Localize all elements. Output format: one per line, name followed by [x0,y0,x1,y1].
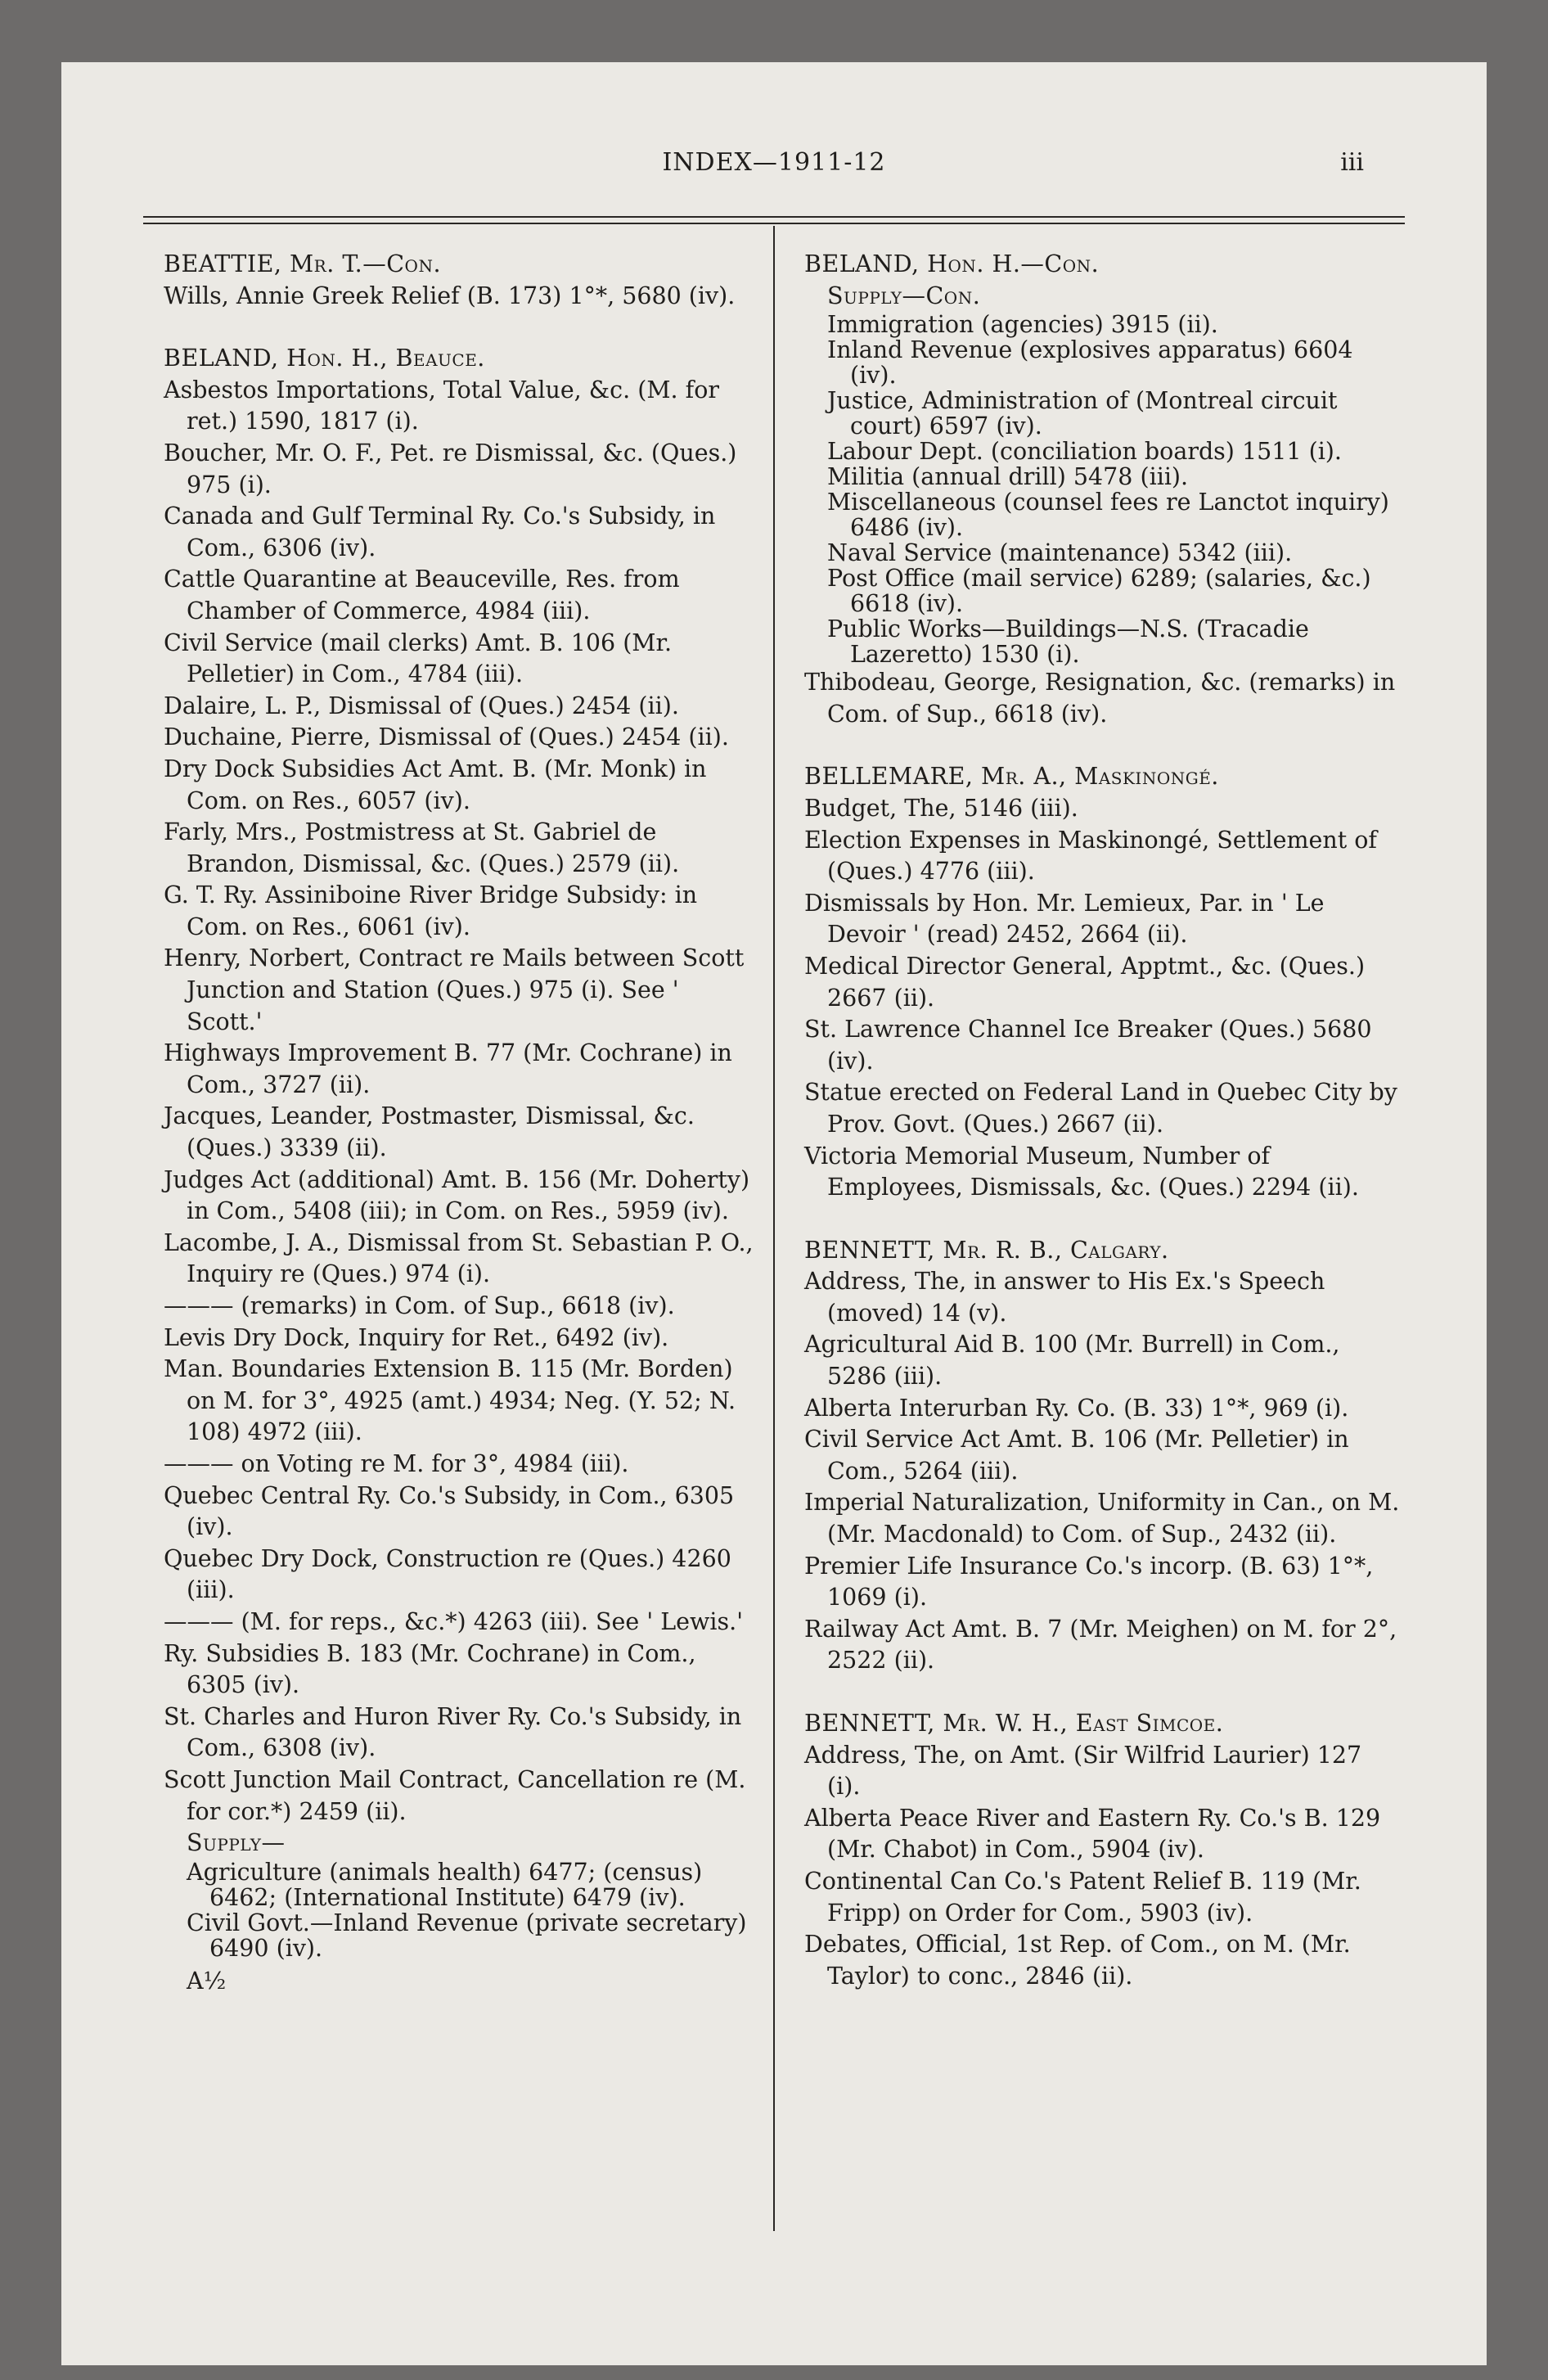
index-page [61,62,1487,2365]
index-subentry: Militia (annual drill) 5478 (iii). [827,463,1189,491]
column-divider [773,226,775,2231]
index-entry: Judges Act (additional) Amt. B. 156 (Mr. Doherty) in Com., 5408 (iii); in Com. on Res., 5959 (iv). [164,1165,750,1225]
index-entry: Levis Dry Dock, Inquiry for Ret., 6492 (iv). [164,1323,669,1351]
index-entry: Debates, Official, 1st Rep. of Com., on M. (Mr. Taylor) to conc., 2846 (ii). [804,1931,1351,1990]
index-heading: BEATTIE, Mr. T.—Con. [164,250,442,277]
index-subentry: Immigration (agencies) 3915 (ii). [827,311,1218,339]
index-entry: Dismissals by Hon. Mr. Lemieux, Par. in ' Le Devoir ' (read) 2452, 2664 (ii). [804,889,1325,949]
page-number: iii [1340,148,1364,177]
index-entry: Man. Boundaries Extension B. 115 (Mr. Borden) on M. for 3°, 4925 (amt.) 4934; Neg. (Y. 52; N. 108) 4972 (iii). [164,1355,736,1446]
index-entry: St. Charles and Huron River Ry. Co.'s Subsidy, in Com., 6308 (iv). [164,1702,742,1762]
right-column [804,249,1402,1992]
header-rule-bottom [143,223,1405,224]
index-entry: Victoria Memorial Museum, Number of Employees, Dismissals, &c. (Ques.) 2294 (ii). [804,1142,1359,1201]
index-entry: Dalaire, L. P., Dismissal of (Ques.) 2454 (ii). [164,692,679,719]
index-entry: Alberta Peace River and Eastern Ry. Co.'s B. 129 (Mr. Chabot) in Com., 5904 (iv). [804,1804,1381,1864]
index-entry: Cattle Quarantine at Beauceville, Res. from Chamber of Commerce, 4984 (iii). [164,566,680,624]
index-entry: ——— on Voting re M. for 3°, 4984 (iii). [164,1449,629,1477]
index-entry: Asbestos Importations, Total Value, &c. (M. for ret.) 1590, 1817 (i). [164,376,720,435]
index-subentry: Naval Service (maintenance) 5342 (iii). [827,539,1293,567]
index-entry: Jacques, Leander, Postmaster, Dismissal, &c. (Ques.) 3339 (ii). [164,1102,695,1162]
index-subentry: Agriculture (animals health) 6477; (census) 6462; (International Institute) 6479 (iv). [187,1858,703,1911]
section-spacer [164,312,761,343]
index-entry: G. T. Ry. Assiniboine River Bridge Subsidy: in Com. on Res., 6061 (iv). [164,881,698,940]
index-entry: Address, The, in answer to His Ex.'s Speech (moved) 14 (v). [804,1268,1325,1327]
index-heading: BENNETT, Mr. W. H., East Simcoe. [804,1710,1224,1737]
index-subentry: Labour Dept. (conciliation boards) 1511 (i). [827,438,1342,466]
index-entry: Scott Junction Mail Contract, Cancellation re (M. for cor.*) 2459 (ii). [164,1765,746,1825]
index-entry: Premier Life Insurance Co.'s incorp. (B. 63) 1°*, 1069 (i). [804,1552,1374,1611]
index-subentry: Miscellaneous (counsel fees re Lanctot inquiry) 6486 (iv). [827,489,1389,542]
left-column [164,249,761,1997]
index-entry: Wills, Annie Greek Relief (B. 173) 1°*, 5680 (iv). [164,282,736,309]
index-subheading: Supply— [187,1829,286,1857]
index-entry: St. Lawrence Channel Ice Breaker (Ques.) 5680 (iv). [804,1016,1372,1075]
index-entry: Lacombe, J. A., Dismissal from St. Sebastian P. O., Inquiry re (Ques.) 974 (i). [164,1228,754,1288]
index-heading: BELAND, Hon. H., Beauce. [164,345,485,372]
section-spacer [804,1677,1402,1708]
index-subentry: Civil Govt.—Inland Revenue (private secretary) 6490 (iv). [187,1909,747,1962]
index-entry: Ry. Subsidies B. 183 (Mr. Cochrane) in Com., 6305 (iv). [164,1639,696,1699]
index-entry: ——— (M. for reps., &c.*) 4263 (iii). See ' Lewis.' [164,1607,744,1635]
index-subentry: Inland Revenue (explosives apparatus) 6604 (iv). [827,336,1353,390]
index-entry: Quebec Central Ry. Co.'s Subsidy, in Com., 6305 (iv). [164,1481,735,1541]
index-entry: Dry Dock Subsidies Act Amt. B. (Mr. Monk) in Com. on Res., 6057 (iv). [164,755,707,814]
index-entry: Canada and Gulf Terminal Ry. Co.'s Subsidy, in Com., 6306 (iv). [164,503,716,561]
index-subentry: Justice, Administration of (Montreal circuit court) 6597 (iv). [827,387,1338,440]
index-heading: BENNETT, Mr. R. B., Calgary. [804,1236,1169,1264]
section-spacer [804,1204,1402,1235]
index-entry: Agricultural Aid B. 100 (Mr. Burrell) in Com., 5286 (iii). [804,1331,1340,1391]
index-entry: Highways Improvement B. 77 (Mr. Cochrane) in Com., 3727 (ii). [164,1039,732,1098]
index-heading: BELLEMARE, Mr. A., Maskinongé. [804,763,1219,791]
index-entry: Duchaine, Pierre, Dismissal of (Ques.) 2454 (ii). [164,723,729,751]
index-entry: Election Expenses in Maskinongé, Settlement of (Ques.) 4776 (iii). [804,826,1377,886]
section-spacer [804,730,1402,761]
index-entry: ——— (remarks) in Com. of Sup., 6618 (iv). [164,1292,675,1319]
index-entry: Budget, The, 5146 (iii). [804,794,1078,822]
header-rule-top [143,216,1405,218]
index-entry: Medical Director General, Apptmt., &c. (Ques.) 2667 (ii). [804,952,1366,1012]
index-entry: Continental Can Co.'s Patent Relief B. 119 (Mr. Fripp) on Order for Com., 5903 (iv). [804,1867,1361,1927]
page-header [61,148,1487,197]
index-entry: Railway Act Amt. B. 7 (Mr. Meighen) on M. for 2°, 2522 (ii). [804,1615,1397,1675]
signature-mark: A½ [187,1967,227,1995]
index-subentry: Public Works—Buildings—N.S. (Tracadie Lazeretto) 1530 (i). [827,615,1309,669]
index-subheading: Supply—Con. [827,282,981,309]
index-subentry: Post Office (mail service) 6289; (salaries, &c.) 6618 (iv). [827,565,1371,618]
index-entry: Address, The, on Amt. (Sir Wilfrid Laurier) 127 (i). [804,1741,1362,1801]
index-entry: Thibodeau, George, Resignation, &c. (remarks) in Com. of Sup., 6618 (iv). [804,669,1396,728]
index-entry: Quebec Dry Dock, Construction re (Ques.) 4260 (iii). [164,1544,731,1604]
index-entry: Boucher, Mr. O. F., Pet. re Dismissal, &c. (Ques.) 975 (i). [164,439,737,498]
index-heading: BELAND, Hon. H.—Con. [804,250,1100,277]
index-entry: Imperial Naturalization, Uniformity in Can., on M. (Mr. Macdonald) to Com. of Sup., 2432 (ii). [804,1489,1400,1548]
index-entry: Civil Service Act Amt. B. 106 (Mr. Pelletier) in Com., 5264 (iii). [804,1426,1349,1485]
index-entry: Alberta Interurban Ry. Co. (B. 33) 1°*, 969 (i). [804,1394,1349,1422]
index-entry: Civil Service (mail clerks) Amt. B. 106 (Mr. Pelletier) in Com., 4784 (iii). [164,629,673,688]
page-title: INDEX—1911-12 [662,148,886,177]
index-entry: Henry, Norbert, Contract re Mails between Scott Junction and Station (Ques.) 975 (i). See ' Scott.' [164,944,745,1035]
index-entry: Farly, Mrs., Postmistress at St. Gabriel de Brandon, Dismissal, &c. (Ques.) 2579 (ii). [164,818,680,877]
index-entry: Statue erected on Federal Land in Quebec City by Prov. Govt. (Ques.) 2667 (ii). [804,1079,1397,1138]
